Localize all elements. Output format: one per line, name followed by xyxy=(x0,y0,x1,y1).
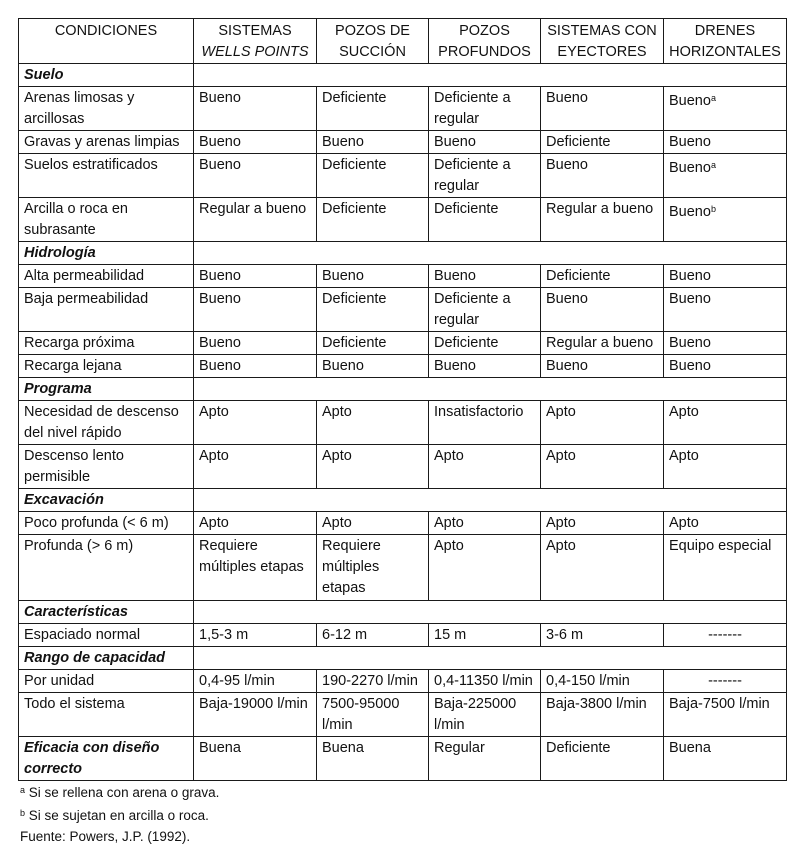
dewatering-comparison-table xyxy=(18,18,787,781)
table-row xyxy=(19,355,787,378)
row-label: Suelos estratificados xyxy=(19,154,194,198)
cell: Regular xyxy=(429,737,541,781)
header-pozos-profundos: POZOS PROFUNDOS xyxy=(429,19,541,64)
section-label: Excavación xyxy=(19,489,194,512)
cell: Deficiente a regular xyxy=(429,288,541,332)
section-row-caracteristicas xyxy=(19,601,787,624)
cell: Bueno xyxy=(194,265,317,288)
header-drenes-horizontales: DRENES HORIZONTALES xyxy=(664,19,787,64)
section-blank xyxy=(194,489,787,512)
row-label: Profunda (> 6 m) xyxy=(19,535,194,601)
table-row xyxy=(19,693,787,737)
row-label: Poco profunda (< 6 m) xyxy=(19,512,194,535)
footnote-a-mark: a xyxy=(20,785,26,795)
cell: Deficiente xyxy=(541,265,664,288)
cell: Apto xyxy=(541,445,664,489)
cell: Bueno$^b$ xyxy=(664,198,787,242)
cell: 190-2270 l/min xyxy=(317,670,429,693)
section-row-hidrologia xyxy=(19,242,787,265)
cell: Regular a bueno xyxy=(541,198,664,242)
section-blank xyxy=(194,64,787,87)
cell: 0,4-11350 l/min xyxy=(429,670,541,693)
row-label: Eficacia con diseño correcto xyxy=(19,737,194,781)
header-pozos-succion: POZOS DE SUCCIÓN xyxy=(317,19,429,64)
cell: Bueno xyxy=(429,265,541,288)
cell: 15 m xyxy=(429,624,541,647)
header-condiciones: CONDICIONES xyxy=(19,19,194,64)
footnote-a: $^a$ Si se rellena con arena o grava. xyxy=(20,785,220,800)
section-blank xyxy=(194,601,787,624)
cell: Baja-19000 l/min xyxy=(194,693,317,737)
cell: Equipo especial xyxy=(664,535,787,601)
row-label: Alta permeabilidad xyxy=(19,265,194,288)
source-citation: Fuente: Powers, J.P. (1992). xyxy=(20,829,191,844)
cell: Apto xyxy=(194,445,317,489)
section-blank xyxy=(194,647,787,670)
table-row xyxy=(19,332,787,355)
cell: Deficiente a regular xyxy=(429,87,541,131)
cell: Bueno xyxy=(194,288,317,332)
cell: Deficiente xyxy=(317,154,429,198)
cell: Apto xyxy=(664,512,787,535)
cell: Bueno xyxy=(429,355,541,378)
footnote-b-mark: b xyxy=(20,808,26,818)
cell: Deficiente xyxy=(429,198,541,242)
cell: Bueno xyxy=(541,288,664,332)
table-row xyxy=(19,87,787,131)
section-label: Rango de capacidad xyxy=(19,647,194,670)
cell: Deficiente a regular xyxy=(429,154,541,198)
cell: Buena xyxy=(664,737,787,781)
cell: Apto xyxy=(664,445,787,489)
section-blank xyxy=(194,378,787,401)
footnote-b: $^b$ Si se sujetan en arcilla o roca. xyxy=(20,808,209,823)
row-label: Baja permeabilidad xyxy=(19,288,194,332)
section-label: Suelo xyxy=(19,64,194,87)
table-row xyxy=(19,288,787,332)
row-label: Descenso lento permisible xyxy=(19,445,194,489)
cell: Apto xyxy=(194,512,317,535)
section-blank xyxy=(194,242,787,265)
cell: ------- xyxy=(664,624,787,647)
cell: Apto xyxy=(317,401,429,445)
row-label: Arenas limosas y arcillosas xyxy=(19,87,194,131)
table-row xyxy=(19,670,787,693)
cell: Deficiente xyxy=(541,131,664,154)
cell: Bueno xyxy=(194,131,317,154)
table-row xyxy=(19,535,787,601)
cell: Regular a bueno xyxy=(541,332,664,355)
cell: 1,5-3 m xyxy=(194,624,317,647)
cell: 0,4-150 l/min xyxy=(541,670,664,693)
table-row xyxy=(19,154,787,198)
cell: Bueno xyxy=(664,355,787,378)
header-wells-points: SISTEMAS WELLS POINTS xyxy=(194,19,317,64)
table-row xyxy=(19,131,787,154)
cell: Apto xyxy=(541,401,664,445)
cell: Apto xyxy=(664,401,787,445)
table-row xyxy=(19,265,787,288)
section-row-programa xyxy=(19,378,787,401)
cell: Deficiente xyxy=(317,332,429,355)
section-row-suelo xyxy=(19,64,787,87)
cell: Deficiente xyxy=(317,198,429,242)
cell: Bueno xyxy=(194,355,317,378)
cell: Bueno xyxy=(541,154,664,198)
table-row xyxy=(19,401,787,445)
cell: Insatisfactorio xyxy=(429,401,541,445)
cell: Bueno xyxy=(664,265,787,288)
cell: Requiere múltiples etapas xyxy=(194,535,317,601)
cell: Bueno xyxy=(317,131,429,154)
cell: Apto xyxy=(317,512,429,535)
cell: 0,4-95 l/min xyxy=(194,670,317,693)
cell: Buena xyxy=(317,737,429,781)
cell: Bueno xyxy=(664,131,787,154)
cell: Apto xyxy=(194,401,317,445)
row-label: Recarga lejana xyxy=(19,355,194,378)
row-label: Recarga próxima xyxy=(19,332,194,355)
cell: Apto xyxy=(429,445,541,489)
cell: 3-6 m xyxy=(541,624,664,647)
cell: Bueno xyxy=(194,87,317,131)
footnote-mark-a: a xyxy=(710,160,716,170)
footnote-mark-b: b xyxy=(710,204,716,214)
cell: Apto xyxy=(429,512,541,535)
row-label: Espaciado normal xyxy=(19,624,194,647)
cell: Baja-7500 l/min xyxy=(664,693,787,737)
cell: Buena xyxy=(194,737,317,781)
cell: Bueno xyxy=(317,355,429,378)
table-row xyxy=(19,445,787,489)
header-eyectores: SISTEMAS CON EYECTORES xyxy=(541,19,664,64)
dewatering-comparison-table-container xyxy=(18,18,786,781)
table-row xyxy=(19,624,787,647)
section-label: Programa xyxy=(19,378,194,401)
table-notes xyxy=(20,780,219,847)
cell: Bueno xyxy=(194,154,317,198)
cell: Baja-225000 l/min xyxy=(429,693,541,737)
section-row-excavacion xyxy=(19,489,787,512)
section-label: Hidrología xyxy=(19,242,194,265)
cell: Bueno xyxy=(541,355,664,378)
table-row xyxy=(19,198,787,242)
footnote-mark-a: a xyxy=(710,93,716,103)
cell: ------- xyxy=(664,670,787,693)
cell: Bueno$^a$ xyxy=(664,154,787,198)
cell: Bueno$^a$ xyxy=(664,87,787,131)
cell: Apto xyxy=(429,535,541,601)
cell: Bueno xyxy=(541,87,664,131)
cell: 7500-95000 l/min xyxy=(317,693,429,737)
section-row-rango-capacidad xyxy=(19,647,787,670)
cell: Apto xyxy=(317,445,429,489)
cell: Bueno xyxy=(664,332,787,355)
row-label: Por unidad xyxy=(19,670,194,693)
cell: Deficiente xyxy=(541,737,664,781)
section-label: Características xyxy=(19,601,194,624)
cell: Deficiente xyxy=(429,332,541,355)
cell: Apto xyxy=(541,535,664,601)
row-label: Necesidad de descenso del nivel rápido xyxy=(19,401,194,445)
cell: Bueno xyxy=(194,332,317,355)
cell: Apto xyxy=(541,512,664,535)
cell: Bueno xyxy=(429,131,541,154)
row-label: Arcilla o roca en subrasante xyxy=(19,198,194,242)
cell: Bueno xyxy=(317,265,429,288)
row-label: Gravas y arenas limpias xyxy=(19,131,194,154)
table-row xyxy=(19,512,787,535)
cell: Deficiente xyxy=(317,87,429,131)
cell: Requiere múltiples etapas xyxy=(317,535,429,601)
cell: 6-12 m xyxy=(317,624,429,647)
cell: Deficiente xyxy=(317,288,429,332)
header-row xyxy=(19,19,787,64)
cell: Baja-3800 l/min xyxy=(541,693,664,737)
row-label: Todo el sistema xyxy=(19,693,194,737)
cell: Regular a bueno xyxy=(194,198,317,242)
cell: Bueno xyxy=(664,288,787,332)
table-row-eficacia xyxy=(19,737,787,781)
